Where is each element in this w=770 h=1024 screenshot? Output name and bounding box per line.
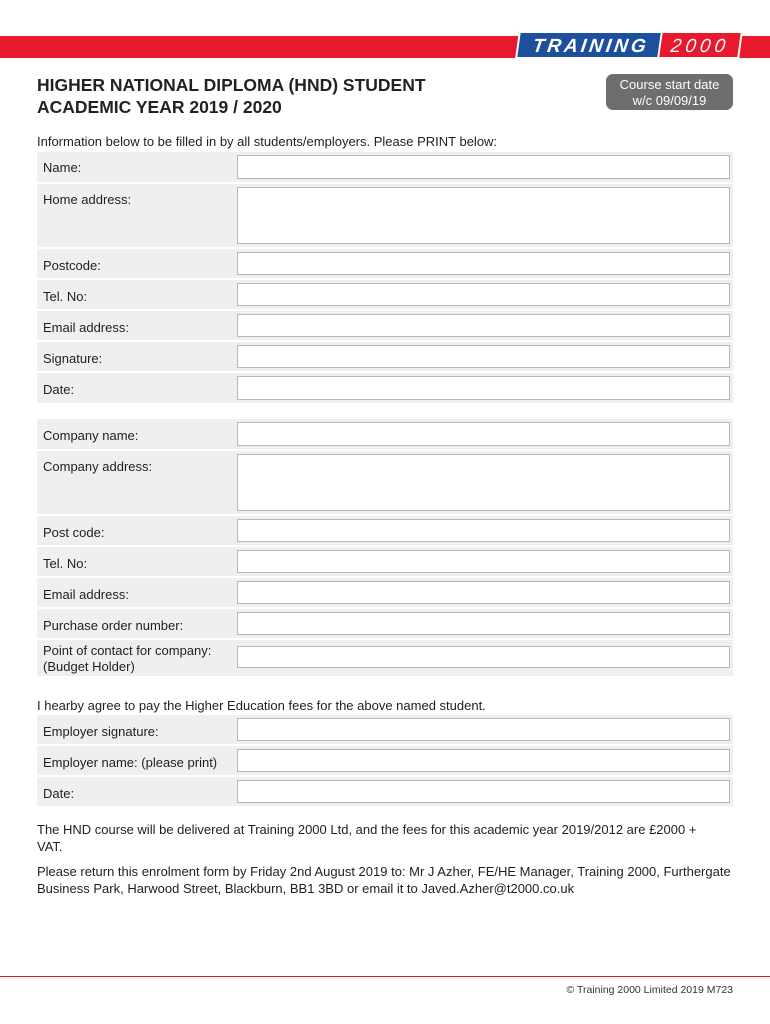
- form-row: [37, 547, 733, 576]
- home-address-label: Home address:: [37, 184, 234, 247]
- form-row: [37, 311, 733, 340]
- form-row: [37, 640, 733, 676]
- employer-name-label: Employer name: (please print): [37, 746, 234, 775]
- email-input[interactable]: [237, 314, 730, 337]
- page-title: [37, 74, 426, 118]
- signature-label: Signature:: [37, 342, 234, 371]
- form-row: [37, 715, 733, 744]
- form-row: [37, 152, 733, 182]
- company-postcode-input[interactable]: [237, 519, 730, 542]
- fees-note: The HND course will be delivered at Training 2000 Ltd, and the fees for this academic year 2019/2012 are £2000 + VAT.: [37, 822, 697, 854]
- course-start-badge: [606, 74, 733, 110]
- name-input[interactable]: [237, 155, 730, 179]
- footer-divider: [0, 976, 770, 977]
- employer-signature-input[interactable]: [237, 718, 730, 741]
- tel-label: Tel. No:: [37, 280, 234, 309]
- signature-input[interactable]: [237, 345, 730, 368]
- company-name-label: Company name:: [37, 419, 234, 449]
- home-address-input[interactable]: [237, 187, 730, 244]
- company-tel-input[interactable]: [237, 550, 730, 573]
- purchase-order-input[interactable]: [237, 612, 730, 635]
- form-row: [37, 609, 733, 638]
- form-row: [37, 342, 733, 371]
- return-note: Please return this enrolment form by Friday 2nd August 2019 to: Mr J Azher, FE/HE Manager, Training 2000, Furthergate Business Park, Harwood Street, Blackburn, BB1 3BD or email it to Javed.Azher@t2000.co.uk: [37, 864, 731, 896]
- form-row: [37, 373, 733, 403]
- company-email-label: Email address:: [37, 578, 234, 607]
- date-label: Date:: [37, 373, 234, 403]
- postcode-input[interactable]: [237, 252, 730, 275]
- name-label: Name:: [37, 152, 234, 182]
- postcode-label: Postcode:: [37, 249, 234, 278]
- employer-date-input[interactable]: [237, 780, 730, 803]
- employer-name-input[interactable]: [237, 749, 730, 772]
- tel-input[interactable]: [237, 283, 730, 306]
- purchase-order-label: Purchase order number:: [37, 609, 234, 638]
- employer-signature-label: Employer signature:: [37, 715, 234, 744]
- point-of-contact-label: [37, 640, 234, 676]
- form-row: [37, 419, 733, 449]
- employer-section: [37, 715, 733, 806]
- logo-word-training: TRAINING: [515, 31, 663, 59]
- email-label: Email address:: [37, 311, 234, 340]
- company-email-input[interactable]: [237, 581, 730, 604]
- date-input[interactable]: [237, 376, 730, 400]
- title-line-1: HIGHER NATIONAL DIPLOMA (HND) STUDENT: [37, 75, 426, 95]
- company-name-input[interactable]: [237, 422, 730, 446]
- training-2000-logo: [517, 31, 741, 59]
- form-row: [37, 777, 733, 806]
- logo-word-2000: 2000: [659, 31, 743, 59]
- title-line-2: ACADEMIC YEAR 2019 / 2020: [37, 97, 282, 117]
- form-row: [37, 451, 733, 514]
- agreement-text: I hearby agree to pay the Higher Education fees for the above named student.: [37, 698, 486, 713]
- student-section: [37, 152, 733, 403]
- intro-text: Information below to be filled in by all students/employers. Please PRINT below:: [37, 134, 498, 149]
- form-row: [37, 280, 733, 309]
- company-tel-label: Tel. No:: [37, 547, 234, 576]
- badge-line-1: Course start date: [619, 77, 720, 92]
- form-row: [37, 746, 733, 775]
- company-section: [37, 419, 733, 676]
- company-address-label: Company address:: [37, 451, 234, 514]
- point-of-contact-input[interactable]: [237, 646, 730, 668]
- form-row: [37, 516, 733, 545]
- point-of-contact-line-2: (Budget Holder): [43, 659, 135, 674]
- form-row: [37, 249, 733, 278]
- form-row: [37, 184, 733, 247]
- employer-date-label: Date:: [37, 777, 234, 806]
- copyright-text: © Training 2000 Limited 2019 M723: [566, 984, 733, 996]
- point-of-contact-line-1: Point of contact for company:: [43, 643, 212, 658]
- company-address-input[interactable]: [237, 454, 730, 511]
- form-row: [37, 578, 733, 607]
- company-postcode-label: Post code:: [37, 516, 234, 545]
- badge-line-2: w/c 09/09/19: [632, 93, 707, 108]
